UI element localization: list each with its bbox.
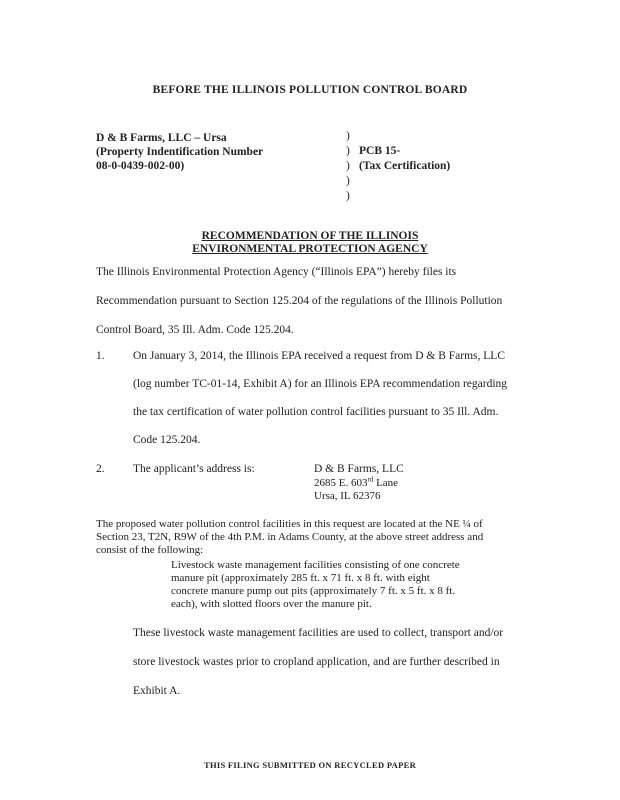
recommendation-title-line2: ENVIRONMENTAL PROTECTION AGENCY [192,243,428,255]
address-street [314,477,398,490]
intro-line: Control Board, 35 Ill. Adm. Code 125.204. [96,324,294,336]
page-title: BEFORE THE ILLINOIS POLLUTION CONTROL BOARD [152,84,468,96]
facility-line: each), with slotted floors over the manure pit. [171,598,372,610]
recommendation-title-line1: RECOMMENDATION OF THE ILLINOIS [201,230,419,242]
address-city: Ursa, IL 62376 [314,490,381,502]
address-name: D & B Farms, LLC [314,463,404,475]
caption-pin-number: 08-0-0439-002-00) [96,160,185,172]
item-1-number: 1. [96,350,105,362]
facility-line: manure pit (approximately 285 ft. x 71 ft. x 8 ft. with eight [171,572,430,584]
facility-line: Livestock waste management facilities consisting of one concrete [171,559,460,571]
location-line: Section 23, T2N, R9W of the 4th P.M. in Adams County, at the above street address and [96,531,484,543]
intro-line: Recommendation pursuant to Section 125.204 of the regulations of the Illinois Pollution [96,295,503,307]
location-line: consist of the following: [96,544,204,556]
caption-paren: ) [346,145,350,157]
caption-paren: ) [346,190,350,202]
item-2-number: 2. [96,463,105,475]
caption-parens [346,129,350,204]
caption-right [359,144,450,174]
caption-paren: ) [346,175,350,187]
facility-line: concrete manure pump out pits (approximately 7 ft. x 5 ft. x 8 ft. [171,585,456,597]
usage-line: These livestock waste management facilities are used to collect, transport and/or [133,627,504,639]
usage-line: store livestock wastes prior to cropland application, and are further described in [133,656,500,668]
item-1-line: (log number TC-01-14, Exhibit A) for an Illinois EPA recommendation regarding [133,378,508,390]
address-street-suffix: rd [367,475,374,484]
address-street-name: Lane [373,477,399,489]
caption-paren: ) [346,130,350,142]
item-1-line: Code 125.204. [133,434,201,446]
case-type: (Tax Certification) [359,160,451,172]
caption-pin-label: (Property Indentification Number [96,146,264,158]
caption-left [96,131,263,173]
caption-paren: ) [346,160,350,172]
item-1-line: On January 3, 2014, the Illinois EPA received a request from D & B Farms, LLC [133,350,505,362]
usage-line: Exhibit A. [133,685,181,697]
case-number: PCB 15- [359,145,401,157]
intro-line: The Illinois Environmental Protection Agency (“Illinois EPA”) hereby files its [96,266,457,278]
caption-party: D & B Farms, LLC – Ursa [96,132,227,144]
item-1-line: the tax certification of water pollution control facilities pursuant to 35 Ill. Adm. [133,406,499,418]
location-line: The proposed water pollution control facilities in this request are located at the NE ¼ of [96,518,483,530]
item-2-label: The applicant’s address is: [133,463,255,475]
footer-note: THIS FILING SUBMITTED ON RECYCLED PAPER [203,760,417,770]
address-street-number: 2685 E. 603 [314,477,368,489]
